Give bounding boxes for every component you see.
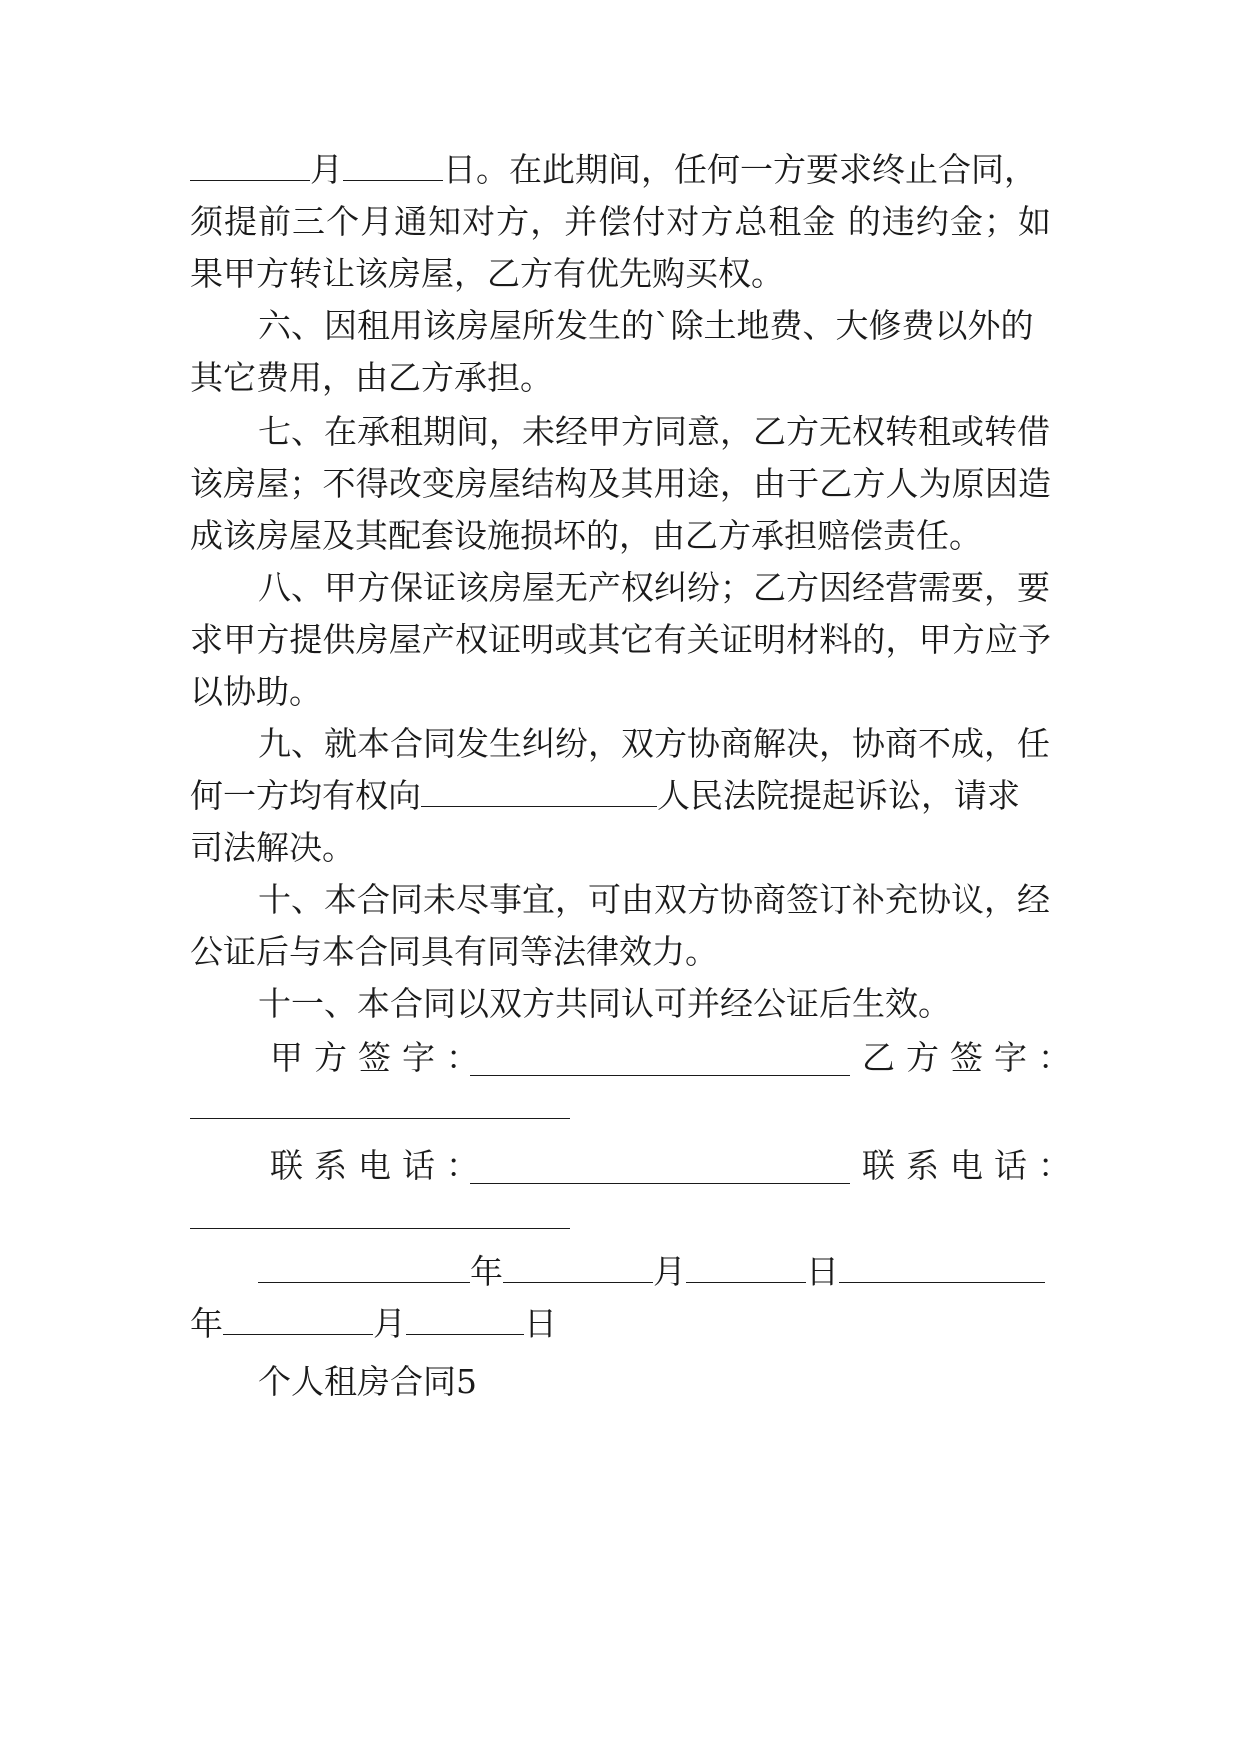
day-blank (686, 1252, 806, 1283)
clause-9-line-3: 司法解决。 (190, 828, 355, 867)
clause-9-line-1: 九、就本合同发生纠纷，双方协商解决，协商不成，任 (258, 724, 1050, 763)
party-b-date: 年 月 日 (190, 1304, 557, 1343)
party-b-phone-label: 联系电话： (862, 1146, 1082, 1185)
party-b-phone-line (190, 1228, 570, 1229)
clause-10-line-1: 十、本合同未尽事宜，可由双方协商签订补充协议，经 (258, 880, 1050, 919)
party-a-phone-label: 联系电话： (270, 1146, 490, 1185)
clause-7-line-1: 七、在承租期间，未经甲方同意，乙方无权转租或转借 (258, 412, 1050, 451)
clause-6-line-1: 六、因租用该房屋所发生的`除土地费、大修费以外的 (258, 306, 1034, 345)
party-a-signature-line (470, 1075, 850, 1076)
clause-5-line-1: 月 日。在此期间，任何一方要求终止合同， (190, 150, 1037, 190)
clause-11-line-1: 十一、本合同以双方共同认可并经公证后生效。 (258, 984, 951, 1023)
year-blank (258, 1252, 470, 1283)
month-blank (223, 1304, 373, 1335)
clause-8-line-3: 以协助。 (190, 672, 322, 711)
clause-9-line-2: 何一方均有权向 人民法院提起诉讼，请求 (190, 776, 1020, 815)
party-b-signature-line (190, 1118, 570, 1119)
party-a-signature-label: 甲方签字： (270, 1038, 490, 1077)
blank-line (343, 150, 443, 181)
month-blank (503, 1252, 653, 1283)
party-a-phone-line (470, 1183, 850, 1184)
clause-8-line-2: 求甲方提供房屋产权证明或其它有关证明材料的，甲方应予 (190, 620, 1051, 659)
clause-7-line-3: 成该房屋及其配套设施损坏的，由乙方承担赔偿责任。 (190, 516, 982, 555)
clause-6-line-2: 其它费用，由乙方承担。 (190, 358, 553, 397)
next-contract-title: 个人租房合同5 (258, 1362, 477, 1401)
party-a-date: 年 月 日 (258, 1252, 1045, 1292)
clause-10-line-2: 公证后与本合同具有同等法律效力。 (190, 932, 718, 971)
year-blank (839, 1252, 1045, 1283)
clause-5-line-3: 果甲方转让该房屋，乙方有优先购买权。 (190, 254, 784, 293)
party-b-signature-label: 乙方签字： (862, 1038, 1082, 1077)
day-blank (406, 1304, 524, 1335)
blank-line (190, 150, 310, 181)
clause-7-line-2: 该房屋；不得改变房屋结构及其用途，由于乙方人为原因造 (190, 464, 1051, 503)
clause-8-line-1: 八、甲方保证该房屋无产权纠纷；乙方因经营需要，要 (258, 568, 1050, 607)
clause-5-line-2: 须提前三个月通知对方，并偿付对方总租金 的违约金；如 (190, 202, 1051, 241)
court-name-blank (421, 776, 657, 807)
